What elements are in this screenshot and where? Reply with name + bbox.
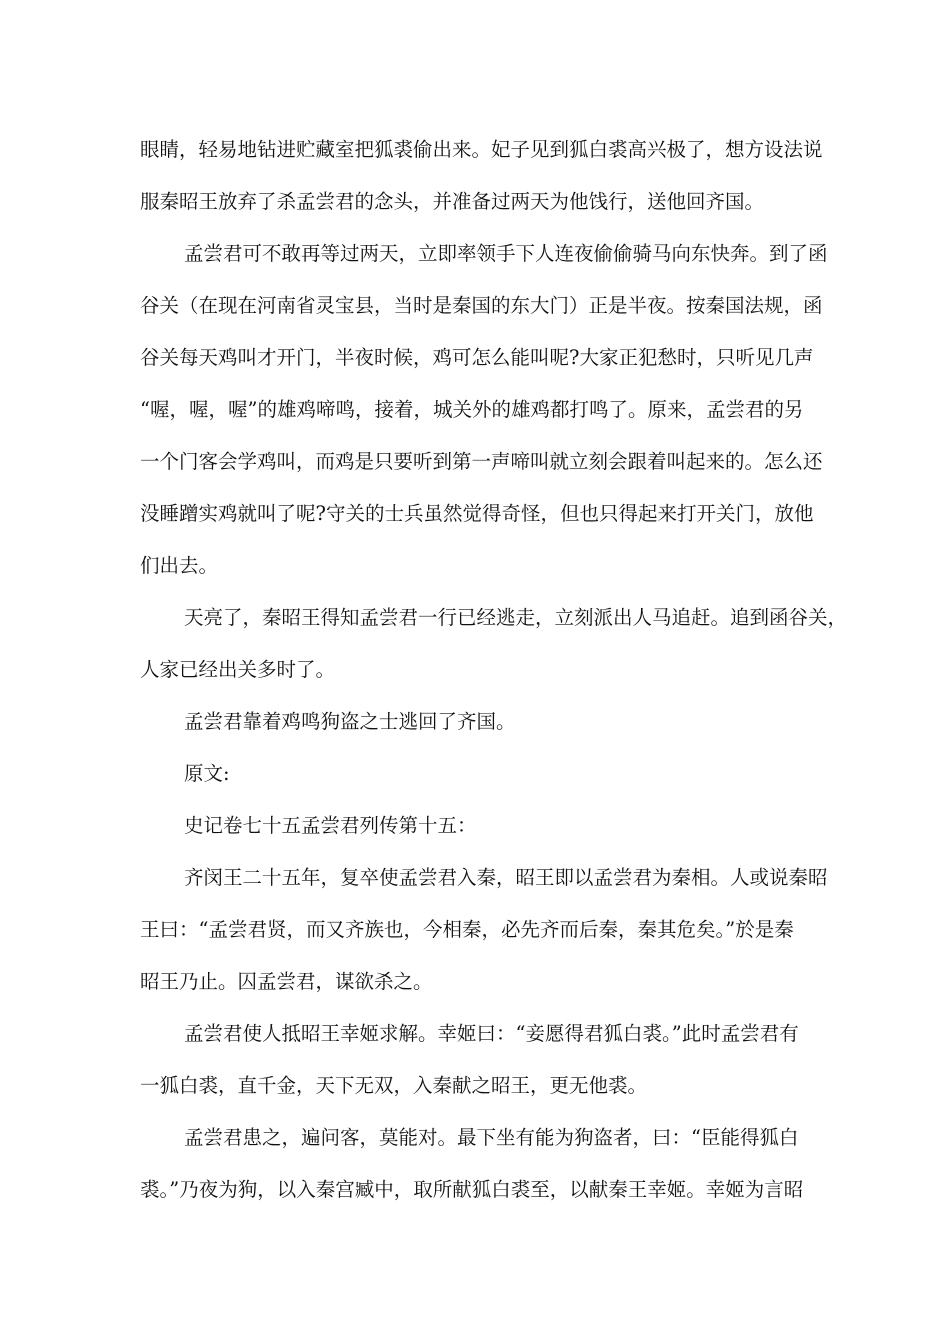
- paragraph-5: [140, 748, 830, 800]
- text-line: “喔，喔，喔”的雄鸡啼鸣，接着，城关外的雄鸡都打鸣了。原来，孟尝君的另: [140, 398, 804, 421]
- paragraph-1: [140, 124, 830, 228]
- text-line: 孟尝君靠着鸡鸣狗盗之士逃回了齐国。: [184, 710, 516, 733]
- text-line: 谷关（在现在河南省灵宝县，当时是秦国的东大门）正是半夜。按秦国法规，函: [140, 294, 823, 317]
- text-line: 没睡蹭实鸡就叫了呢?守关的士兵虽然觉得奇怪，但也只得起来打开关门，放他: [140, 502, 814, 525]
- text-line: 谷关每天鸡叫才开门，半夜时候，鸡可怎么能叫呢?大家正犯愁时，只听见几声: [140, 346, 814, 369]
- paragraph-7: [140, 852, 830, 1008]
- paragraph-2: [140, 228, 830, 592]
- paragraph-3: [140, 592, 848, 696]
- section-heading: 原文:: [184, 762, 230, 785]
- paragraph-6: [140, 800, 830, 852]
- source-title: 史记卷七十五孟尝君列传第十五：: [184, 814, 477, 837]
- paragraph-4: [140, 696, 830, 748]
- text-line: 人家已经出关多时了。: [140, 658, 336, 681]
- text-line: 一狐白裘，直千金，天下无双，入秦献之昭王，更无他裘。: [140, 1074, 648, 1097]
- text-line: 孟尝君患之，遍问客，莫能对。最下坐有能为狗盗者，曰：“臣能得狐白: [184, 1126, 799, 1149]
- text-line: 孟尝君可不敢再等过两天，立即率领手下人连夜偷偷骑马向东快奔。到了函: [184, 242, 828, 265]
- text-line: 齐闵王二十五年，复卒使孟尝君入秦，昭王即以孟尝君为秦相。人或说秦昭: [184, 866, 828, 889]
- text-line: 孟尝君使人抵昭王幸姬求解。幸姬曰：“妾愿得君狐白裘。”此时孟尝君有: [184, 1022, 799, 1045]
- body-text: [140, 124, 848, 1216]
- text-line: 服秦昭王放弃了杀孟尝君的念头，并准备过两天为他饯行，送他回齐国。: [140, 190, 765, 213]
- text-line: 天亮了，秦昭王得知孟尝君一行已经逃走，立刻派出人马追赶。追到函谷关，: [184, 606, 848, 629]
- text-line: 们出去。: [140, 554, 219, 577]
- text-line: 王曰：“孟尝君贤，而又齐族也，今相秦，必先齐而后秦，秦其危矣。”於是秦: [140, 918, 794, 941]
- text-line: 裘。”乃夜为狗，以入秦宫臧中，取所献狐白裘至，以献秦王幸姬。幸姬为言昭: [140, 1178, 804, 1201]
- paragraph-8: [140, 1008, 830, 1112]
- text-line: 昭王乃止。囚孟尝君，谋欲杀之。: [140, 970, 433, 993]
- text-line: 眼睛，轻易地钻进贮藏室把狐裘偷出来。妃子见到狐白裘高兴极了，想方设法说: [140, 138, 823, 161]
- text-line: 一个门客会学鸡叫，而鸡是只要听到第一声啼叫就立刻会跟着叫起来的。怎么还: [140, 450, 823, 473]
- paragraph-9: [140, 1112, 830, 1216]
